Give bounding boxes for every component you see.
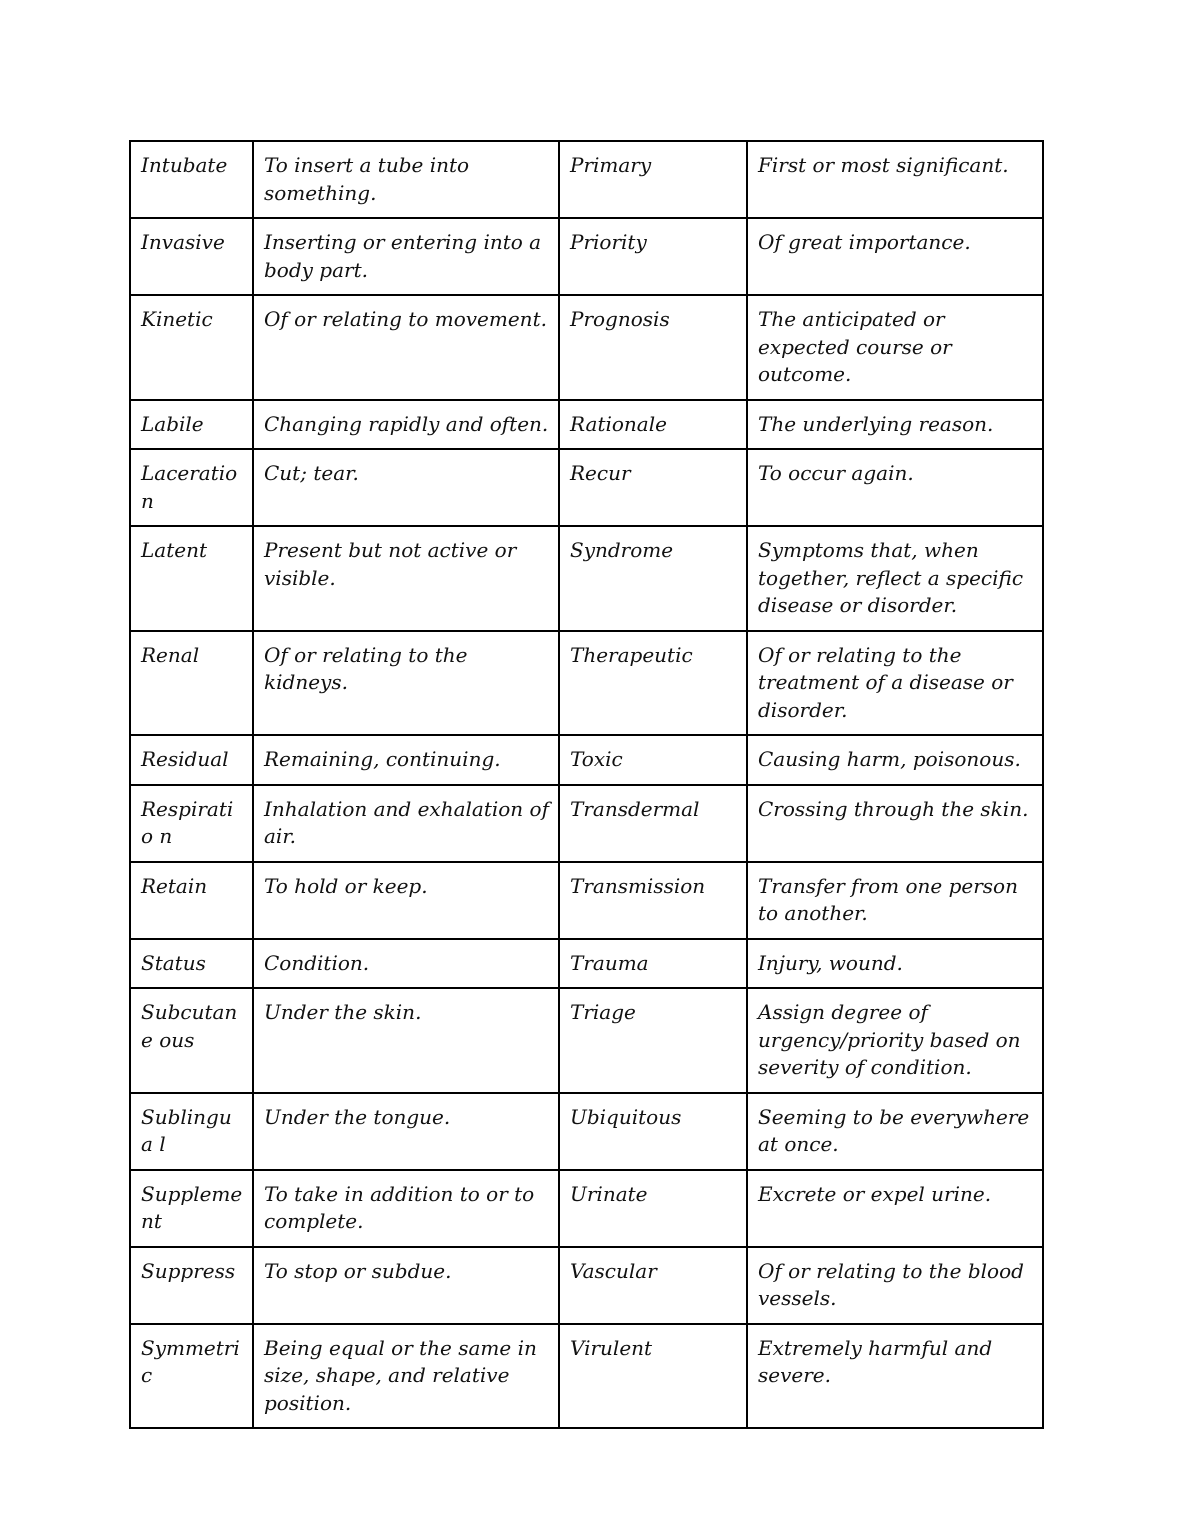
table-row [130,1247,1043,1324]
definition-cell: Changing rapidly and often. [253,400,559,450]
term-cell: Ubiquitous [559,1093,747,1170]
term-cell: Status [130,939,253,989]
definition-cell: Condition. [253,939,559,989]
definition-cell: Of or relating to movement. [253,295,559,400]
term-cell: Therapeutic [559,631,747,736]
definition-cell: To occur again. [747,449,1043,526]
definition-cell: Extremely harmful and severe. [747,1324,1043,1429]
term-cell: Recur [559,449,747,526]
definition-cell: Excrete or expel urine. [747,1170,1043,1247]
term-cell: Intubate [130,141,253,218]
definition-cell: Remaining, continuing. [253,735,559,785]
definition-cell: Crossing through the skin. [747,785,1043,862]
definition-cell: Inserting or entering into a body part. [253,218,559,295]
term-cell: Priority [559,218,747,295]
table-row [130,526,1043,631]
term-cell: Syndrome [559,526,747,631]
term-cell: Invasive [130,218,253,295]
term-cell: Residual [130,735,253,785]
table-row [130,141,1043,218]
glossary-table [129,140,1044,1429]
definition-cell: Of or relating to the blood vessels. [747,1247,1043,1324]
definition-cell: Under the tongue. [253,1093,559,1170]
definition-cell: The underlying reason. [747,400,1043,450]
definition-cell: Of or relating to the kidneys. [253,631,559,736]
table-row [130,400,1043,450]
term-cell: Subcutane ous [130,988,253,1093]
definition-cell: Causing harm, poisonous. [747,735,1043,785]
definition-cell: Cut; tear. [253,449,559,526]
table-row [130,1170,1043,1247]
term-cell: Labile [130,400,253,450]
table-row [130,862,1043,939]
definition-cell: Transfer from one person to another. [747,862,1043,939]
definition-cell: Under the skin. [253,988,559,1093]
table-row [130,218,1043,295]
definition-cell: To insert a tube into something. [253,141,559,218]
term-cell: Latent [130,526,253,631]
definition-cell: Present but not active or visible. [253,526,559,631]
definition-cell: Seeming to be everywhere at once. [747,1093,1043,1170]
table-row [130,1324,1043,1429]
table-row [130,785,1043,862]
definition-cell: Being equal or the same in size, shape, and relative position. [253,1324,559,1429]
term-cell: Suppress [130,1247,253,1324]
definition-cell: Symptoms that, when together, reflect a specific disease or disorder. [747,526,1043,631]
term-cell: Laceratio n [130,449,253,526]
table-row [130,295,1043,400]
term-cell: Trauma [559,939,747,989]
term-cell: Transdermal [559,785,747,862]
term-cell: Transmission [559,862,747,939]
term-cell: Urinate [559,1170,747,1247]
term-cell: Vascular [559,1247,747,1324]
term-cell: Retain [130,862,253,939]
definition-cell: First or most significant. [747,141,1043,218]
term-cell: Toxic [559,735,747,785]
term-cell: Symmetri c [130,1324,253,1429]
definition-cell: To take in addition to or to complete. [253,1170,559,1247]
definition-cell: To hold or keep. [253,862,559,939]
term-cell: Prognosis [559,295,747,400]
definition-cell: Inhalation and exhalation of air. [253,785,559,862]
definition-cell: To stop or subdue. [253,1247,559,1324]
table-row [130,988,1043,1093]
table-row [130,735,1043,785]
table-row [130,939,1043,989]
term-cell: Rationale [559,400,747,450]
term-cell: Renal [130,631,253,736]
term-cell: Suppleme nt [130,1170,253,1247]
table-row [130,449,1043,526]
definition-cell: The anticipated or expected course or outcome. [747,295,1043,400]
term-cell: Kinetic [130,295,253,400]
term-cell: Respiratio n [130,785,253,862]
term-cell: Primary [559,141,747,218]
term-cell: Sublingua l [130,1093,253,1170]
definition-cell: Of or relating to the treatment of a disease or disorder. [747,631,1043,736]
table-row [130,1093,1043,1170]
term-cell: Triage [559,988,747,1093]
table-row [130,631,1043,736]
definition-cell: Injury, wound. [747,939,1043,989]
term-cell: Virulent [559,1324,747,1429]
definition-cell: Of great importance. [747,218,1043,295]
definition-cell: Assign degree of urgency/priority based on severity of condition. [747,988,1043,1093]
